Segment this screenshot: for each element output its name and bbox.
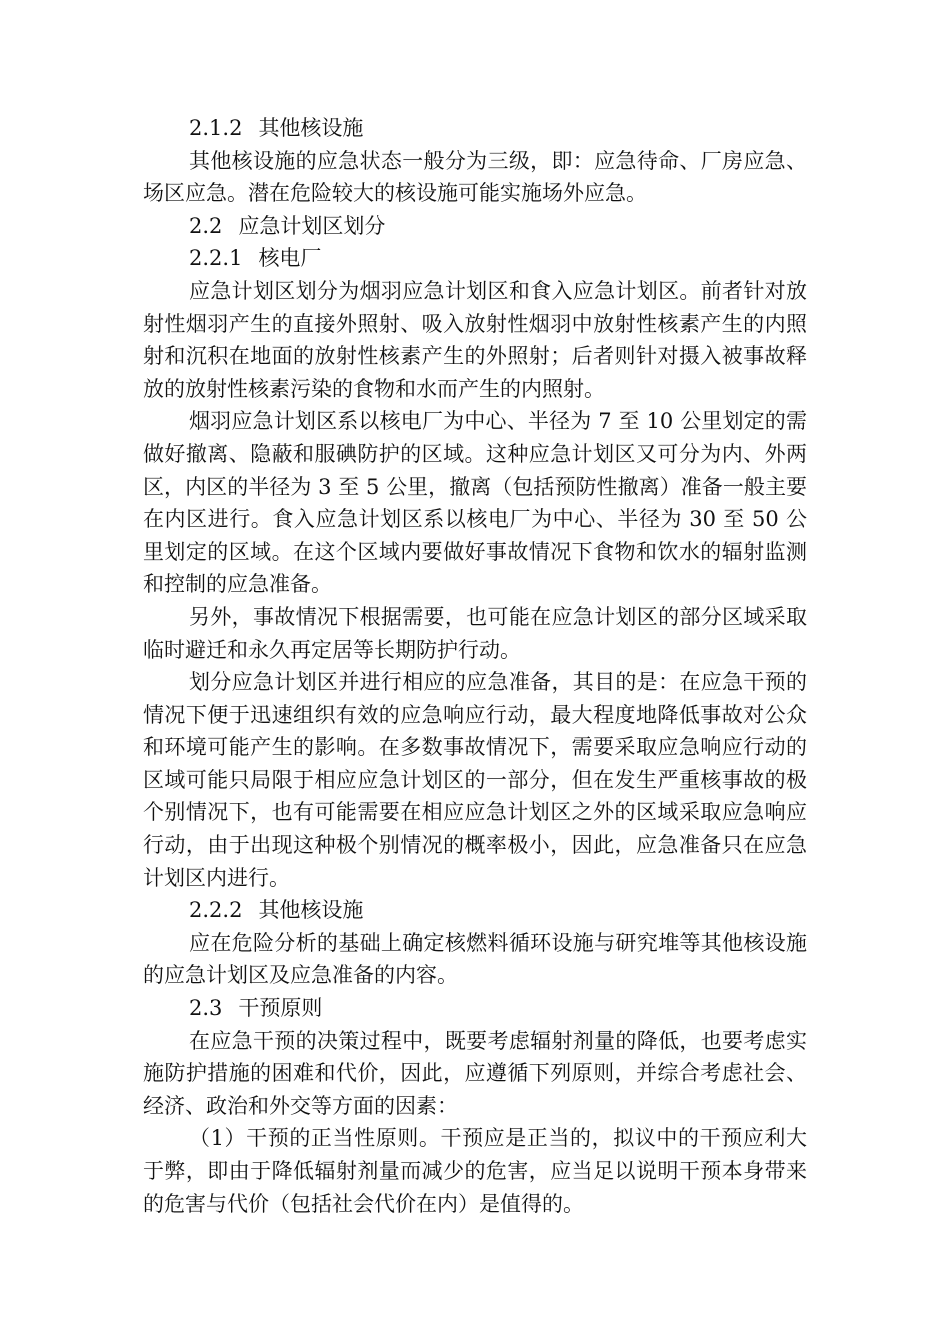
section-title: 核电厂 — [258, 246, 322, 271]
paragraph: 其他核设施的应急状态一般分为三级，即：应急待命、厂房应急、场区应急。潜在危险较大的核设施可能实施场外应急。 — [143, 148, 807, 206]
section-number: 2.2 — [189, 213, 223, 238]
paragraph: 在应急干预的决策过程中，既要考虑辐射剂量的降低，也要考虑实施防护措施的困难和代价，因此，应遵循下列原则，并综合考虑社会、经济、政治和外交等方面的因素： — [143, 1028, 807, 1118]
section-title: 其他核设施 — [258, 116, 364, 140]
section-number: 2.2.2 — [189, 898, 243, 923]
section-title: 其他核设施 — [258, 898, 364, 923]
section-heading-2-2 — [143, 210, 807, 243]
paragraph: 划分应急计划区并进行相应的应急准备，其目的是：在应急干预的情况下便于迅速组织有效的应急响应行动，最大程度地降低事故对公众和环境可能产生的影响。在多数事故情况下，需要采取应急响应行动的区域可能只局限于相应应急计划区的一部分，但在发生严重核事故的极个别情况下，也有可能需要在相应应急计划区之外的区域采取应急响应行动，由于出现这种极个别情况的概率极小，因此，应急准备只在应急计划区内进行。 — [143, 670, 807, 890]
section-heading-2-3 — [143, 992, 807, 1025]
section-number: 2.3 — [189, 996, 223, 1021]
section-number: 2.1.2 — [189, 116, 243, 140]
section-number: 2.2.1 — [189, 246, 243, 271]
section-heading-2-2-1 — [143, 242, 807, 275]
section-title: 干预原则 — [238, 996, 323, 1021]
paragraph: 烟羽应急计划区系以核电厂为中心、半径为 7 至 10 公里划定的需做好撤离、隐蔽和服碘防护的区域。这种应急计划区又可分为内、外两区，内区的半径为 3 至 5 公里，撤离（包括预防性撤离）准备一般主要在内区进行。食入应急计划区系以核电厂为中心、半径为 30 至 50 公里划定的区域。在这个区域内要做好事故情况下食物和饮水的辐射监测和控制的应急准备。 — [143, 409, 807, 597]
paragraph: 应急计划区划分为烟羽应急计划区和食入应急计划区。前者针对放射性烟羽产生的直接外照射、吸入放射性烟羽中放射性核素产生的内照射和沉积在地面的放射性核素产生的外照射；后者则针对摄入被事故释放的放射性核素污染的食物和水而产生的内照射。 — [143, 278, 807, 401]
section-title: 应急计划区划分 — [238, 213, 386, 238]
paragraph: 另外，事故情况下根据需要，也可能在应急计划区的部分区域采取临时避迁和永久再定居等长期防护行动。 — [143, 604, 807, 662]
document-page — [143, 112, 807, 1220]
list-item-paragraph: （1）干预的正当性原则。干预应是正当的，拟议中的干预应利大于弊，即由于降低辐射剂量而减少的危害，应当足以说明干预本身带来的危害与代价（包括社会代价在内）是值得的。 — [143, 1126, 807, 1216]
section-heading-2-1-2 — [143, 112, 807, 145]
section-heading-2-2-2 — [143, 894, 807, 927]
paragraph: 应在危险分析的基础上确定核燃料循环设施与研究堆等其他核设施的应急计划区及应急准备的内容。 — [143, 930, 807, 988]
